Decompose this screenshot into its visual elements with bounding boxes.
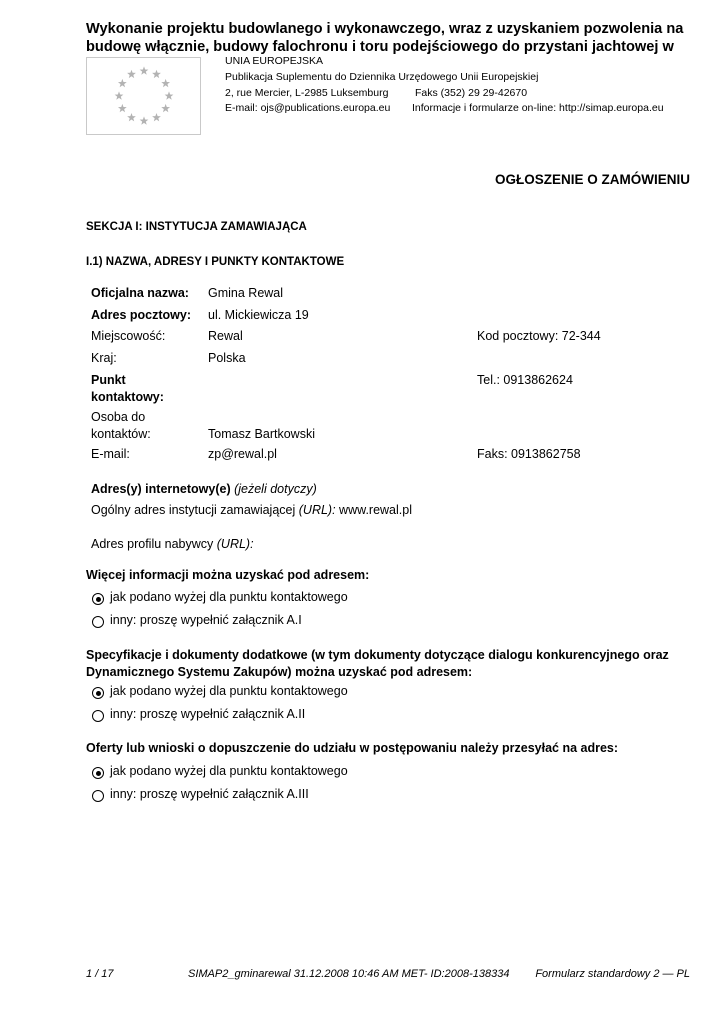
offers-heading: Oferty lub wnioski o dopuszczenie do udziału w postępowaniu należy przesyłać na adres: (86, 741, 619, 755)
city-label: Miejscowość: (91, 329, 166, 343)
more-info-option2-radio[interactable] (92, 616, 104, 628)
more-info-option1-radio[interactable] (92, 593, 104, 605)
buyer-profile-url-marker: (URL): (216, 537, 254, 551)
section-title: SEKCJA I: INSTYTUCJA ZAMAWIAJĄCA (86, 221, 307, 233)
country-value: Polska (208, 351, 246, 365)
more-info-heading: Więcej informacji można uzyskać pod adresem: (86, 568, 370, 582)
specs-option1-label: jak podano wyżej dla punktu kontaktowego (110, 684, 348, 698)
eu-stars (87, 58, 200, 134)
footer-form-name: Formularz standardowy 2 — PL (535, 968, 690, 980)
eu-star (161, 104, 170, 112)
publication-address: 2, rue Mercier, L-2985 Luksemburg (225, 87, 389, 99)
official-name-value: Gmina Rewal (208, 286, 284, 300)
general-address-value: www.rewal.pl (339, 503, 412, 517)
internet-heading-text: Adres(y) internetowy(e) (91, 482, 231, 496)
eu-star (161, 79, 170, 87)
specs-option1-radio[interactable] (92, 687, 104, 699)
subsection-title: I.1) NAZWA, ADRESY I PUNKTY KONTAKTOWE (86, 256, 345, 268)
eu-star (115, 91, 124, 99)
offers-option1-label: jak podano wyżej dla punktu kontaktowego (110, 764, 348, 778)
eu-star (118, 104, 127, 112)
internet-heading (91, 481, 317, 498)
union-name: UNIA EUROPEJSKA (225, 55, 324, 67)
official-name-label: Oficjalna nazwa: (91, 286, 189, 300)
contact-person-label-line-2: kontaktów: (91, 427, 151, 441)
general-address-line (91, 502, 412, 519)
general-address-url-marker: (URL): (298, 503, 336, 517)
contact-point-label (91, 372, 164, 406)
postal-code: Kod pocztowy: 72-344 (477, 329, 601, 343)
contact-person-label-line-1: Osoba do (91, 410, 146, 424)
specs-heading (86, 647, 669, 681)
publication-line: Publikacja Suplementu do Dziennika Urzędowego Unii Europejskiej (225, 71, 539, 83)
eu-star (127, 70, 136, 78)
eu-star (152, 70, 161, 78)
publication-email: E-mail: ojs@publications.europa.eu (225, 102, 391, 114)
specs-heading-line-2: Dynamicznego Systemu Zakupów) można uzyskać pod adresem: (86, 665, 473, 679)
contact-person-value: Tomasz Bartkowski (208, 427, 315, 441)
footer-document-id: SIMAP2_gminarewal 31.12.2008 10:46 AM MET- ID:2008-138334 (188, 968, 510, 980)
title-line-2: budowę włącznie, budowy falochronu i toru podejściowego do przystani jachtowej w (86, 39, 674, 55)
phone-value: Tel.: 0913862624 (477, 373, 573, 387)
eu-star (140, 116, 149, 124)
offers-option2-radio[interactable] (92, 790, 104, 802)
postal-address-label: Adres pocztowy: (91, 308, 192, 322)
eu-star (140, 66, 149, 74)
email-value: zp@rewal.pl (208, 447, 277, 461)
document-title (86, 20, 696, 56)
publication-fax: Faks (352) 29 29-42670 (415, 87, 528, 99)
offers-option1-radio[interactable] (92, 767, 104, 779)
specs-option2-label: inny: proszę wypełnić załącznik A.II (110, 707, 306, 721)
eu-flag-icon (86, 57, 201, 135)
eu-star (165, 91, 174, 99)
fax-value: Faks: 0913862758 (477, 447, 581, 461)
title-line-1: Wykonanie projektu budowlanego i wykonawczego, wraz z uzyskaniem pozwolenia na (86, 21, 684, 37)
more-info-option1-label: jak podano wyżej dla punktu kontaktowego (110, 590, 348, 604)
contact-point-label-line-2: kontaktowy: (91, 390, 164, 404)
city-value: Rewal (208, 329, 243, 343)
buyer-profile-label: Adres profilu nabywcy (91, 537, 214, 551)
contact-person-label (91, 409, 151, 443)
buyer-profile-line (91, 536, 254, 553)
email-label: E-mail: (91, 447, 130, 461)
country-label: Kraj: (91, 351, 117, 365)
eu-star (118, 79, 127, 87)
general-address-label: Ogólny adres instytucji zamawiającej (91, 503, 296, 517)
publication-info: Informacje i formularze on-line: http://simap.europa.eu (412, 102, 664, 114)
more-info-option2-label: inny: proszę wypełnić załącznik A.I (110, 613, 302, 627)
specs-heading-line-1: Specyfikacje i dokumenty dodatkowe (w tym dokumenty dotyczące dialogu konkurencyjnego oraz (86, 648, 669, 662)
notice-title: OGŁOSZENIE O ZAMÓWIENIU (495, 172, 690, 187)
footer-page-number: 1 / 17 (86, 968, 114, 980)
contact-point-label-line-1: Punkt (91, 373, 126, 387)
eu-star (152, 113, 161, 121)
eu-star (127, 113, 136, 121)
offers-option2-label: inny: proszę wypełnić załącznik A.III (110, 787, 309, 801)
specs-option2-radio[interactable] (92, 710, 104, 722)
postal-address-value: ul. Mickiewicza 19 (208, 308, 309, 322)
internet-heading-note: (jeżeli dotyczy) (234, 482, 317, 496)
